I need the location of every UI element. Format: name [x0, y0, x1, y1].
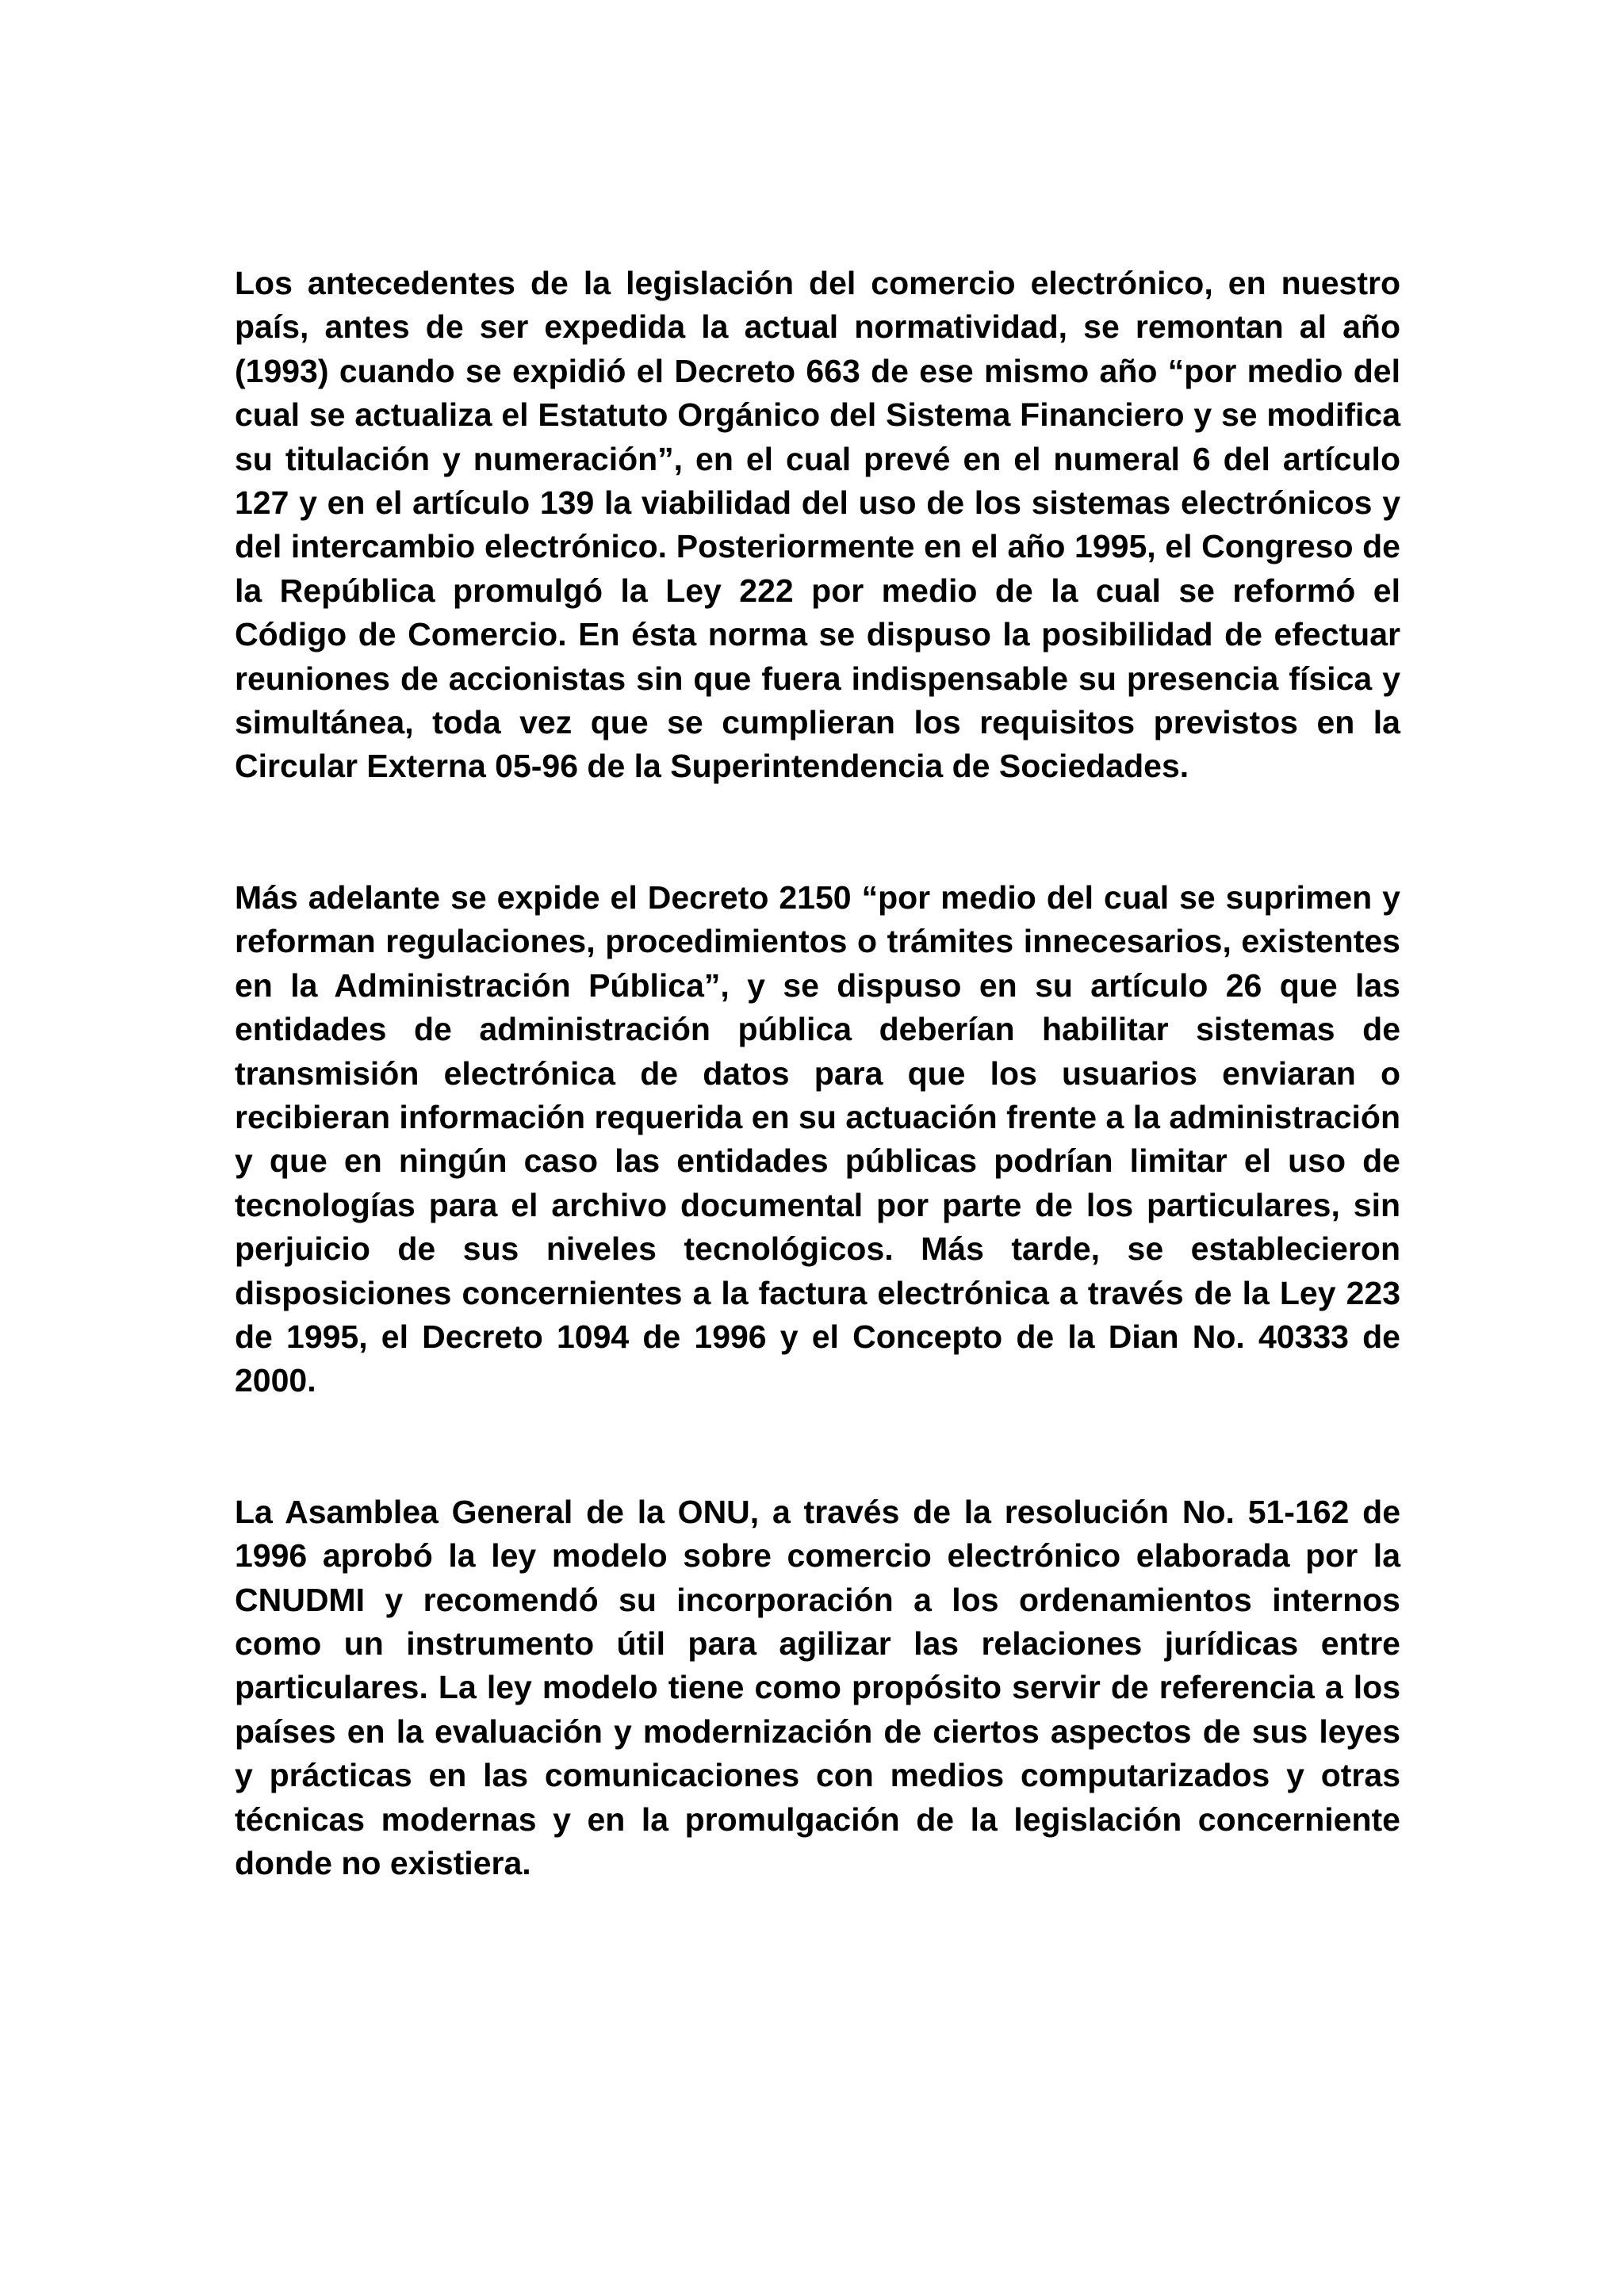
- paragraph-1: Los antecedentes de la legislación del comercio electrónico, en nuestro país, antes de ser expedida la actual normatividad, se remontan al año (1993) cuando se expidió el Decreto 663 de ese mismo año “por medio del cual se actualiza el Estatuto Orgánico del Sistema Financiero y se modifica su titulación y numeración”, en el cual prevé en el numeral 6 del artículo 127 y en el artículo 139 la viabilidad del uso de los sistemas electrónicos y del intercambio electrónico. Posteriormente en el año 1995, el Congreso de la República promulgó la Ley 222 por medio de la cual se reformó el Código de Comercio. En ésta norma se dispuso la posibilidad de efectuar reuniones de accionistas sin que fuera indispensable su presencia física y simultánea, toda vez que se cumplieran los requisitos previstos en la Circular Externa 05-96 de la Superintendencia de Sociedades.: [235, 265, 1400, 785]
- paragraph-2: Más adelante se expide el Decreto 2150 “por medio del cual se suprimen y reforman regulaciones, procedimientos o trámites innecesarios, existentes en la Administración Pública”, y se dispuso en su artículo 26 que las entidades de administración pública deberían habilitar sistemas de transmisión electrónica de datos para que los usuarios enviaran o recibieran información requerida en su actuación frente a la administración y que en ningún caso las entidades públicas podrían limitar el uso de tecnologías para el archivo documental por parte de los particulares, sin perjuicio de sus niveles tecnológicos. Más tarde, se establecieron disposiciones concernientes a la factura electrónica a través de la Ley 223 de 1995, el Decreto 1094 de 1996 y el Concepto de la Dian No. 40333 de 2000.: [235, 878, 1400, 1399]
- document-body: [235, 262, 1400, 1885]
- paragraph-3: La Asamblea General de la ONU, a través de la resolución No. 51-162 de 1996 aprobó la ley modelo sobre comercio electrónico elaborada por la CNUDMI y recomendó su incorporación a los ordenamientos internos como un instrumento útil para agilizar las relaciones jurídicas entre particulares. La ley modelo tiene como propósito servir de referencia a los países en la evaluación y modernización de ciertos aspectos de sus leyes y prácticas en las comunicaciones con medios computarizados y otras técnicas modernas y en la promulgación de la legislación concerniente donde no existiera.: [235, 1493, 1400, 1881]
